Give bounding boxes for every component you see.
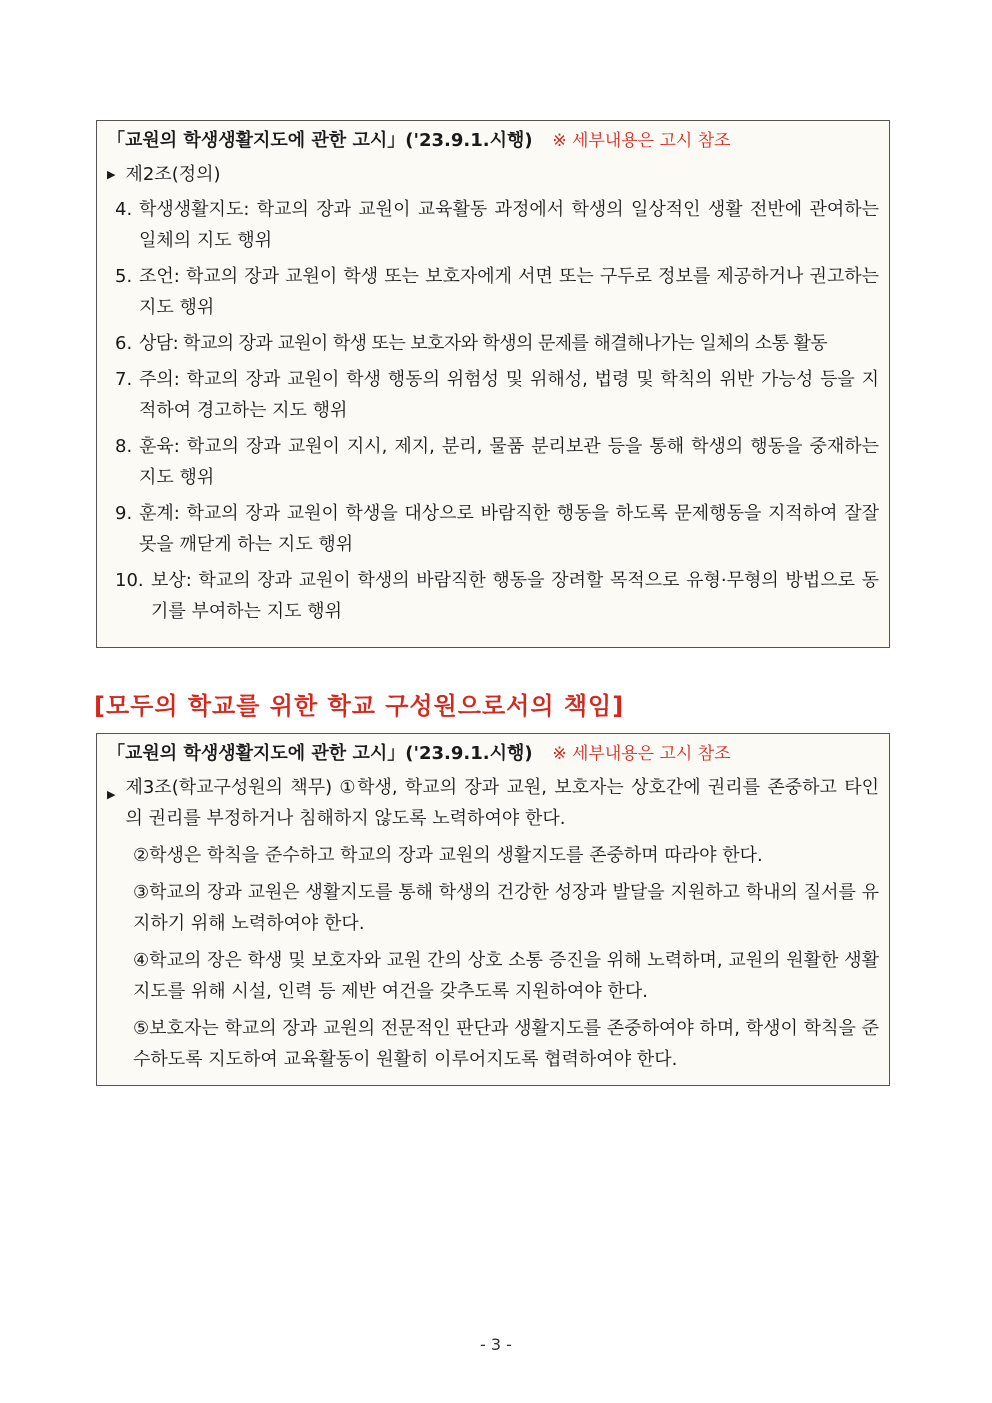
triangle-bullet-icon: ▶ xyxy=(107,168,116,181)
article-paragraph: ②학생은 학칙을 준수하고 학교의 장과 교원의 생활지도를 존중하며 따라야 한다. xyxy=(133,845,763,866)
definition-item: 9. 훈계: 학교의 장과 교원이 학생을 대상으로 바람직한 행동을 하도록 문제행동을 지적하여 잘잘못을 깨닫게 하는 지도 행위 xyxy=(115,503,879,555)
box-header xyxy=(107,129,879,155)
section-title: [모두의 학교를 위한 학교 구성원으로서의 책임] xyxy=(94,692,625,720)
article-heading: ▶ 제2조(정의) xyxy=(107,164,221,185)
definition-item: 5. 조언: 학교의 장과 교원이 학생 또는 보호자에게 서면 또는 구두로 정보를 제공하거나 권고하는 지도 행위 xyxy=(115,266,879,318)
reference-note: ※ 세부내용은 고시 참조 xyxy=(552,131,731,151)
triangle-bullet-icon: ▶ xyxy=(107,788,116,801)
notice-title: 「교원의 학생생활지도에 관한 고시」('23.9.1.시행) xyxy=(107,743,533,764)
article-paragraph: ④학교의 장은 학생 및 보호자와 교원 간의 상호 소통 증진을 위해 노력하며, 교원의 원활한 생활지도를 위해 시설, 인력 등 제반 여건을 갖추도록 지원하여야 한다. xyxy=(133,950,879,1002)
definition-item: 10. 보상: 학교의 장과 교원이 학생의 바람직한 행동을 장려할 목적으로 유형·무형의 방법으로 동기를 부여하는 지도 행위 xyxy=(115,570,879,622)
reference-note: ※ 세부내용은 고시 참조 xyxy=(552,744,731,764)
page-number: - 3 - xyxy=(480,1335,512,1354)
definition-item: 8. 훈육: 학교의 장과 교원이 지시, 제지, 분리, 물품 분리보관 등을 통해 학생의 행동을 중재하는 지도 행위 xyxy=(115,436,879,488)
notice-title: 「교원의 학생생활지도에 관한 고시」('23.9.1.시행) xyxy=(107,130,533,151)
article-paragraph: ③학교의 장과 교원은 생활지도를 통해 학생의 건강한 성장과 발달을 지원하고 학내의 질서를 유지하기 위해 노력하여야 한다. xyxy=(133,882,879,934)
definition-item: 7. 주의: 학교의 장과 교원이 학생 행동의 위험성 및 위해성, 법령 및 학칙의 위반 가능성 등을 지적하여 경고하는 지도 행위 xyxy=(115,369,879,421)
definition-item: 6. 상담: 학교의 장과 교원이 학생 또는 보호자와 학생의 문제를 해결해나가는 일체의 소통 활동 xyxy=(115,333,828,354)
definitions-box xyxy=(96,120,890,648)
responsibilities-box xyxy=(96,733,890,1086)
article-3: ▶ 제3조(학교구성원의 책무) ①학생, 학교의 장과 교원, 보호자는 상호간에 권리를 존중하고 타인의 권리를 부정하거나 침해하지 않도록 노력하여야 한다. xyxy=(107,772,879,834)
definition-item: 4. 학생생활지도: 학교의 장과 교원이 교육활동 과정에서 학생의 일상적인 생활 전반에 관여하는 일체의 지도 행위 xyxy=(115,199,879,251)
article-paragraph: ⑤보호자는 학교의 장과 교원의 전문적인 판단과 생활지도를 존중하여야 하며, 학생이 학칙을 준수하도록 지도하여 교육활동이 원활히 이루어지도록 협력하여야 한다. xyxy=(133,1018,879,1070)
box-header xyxy=(107,742,879,768)
